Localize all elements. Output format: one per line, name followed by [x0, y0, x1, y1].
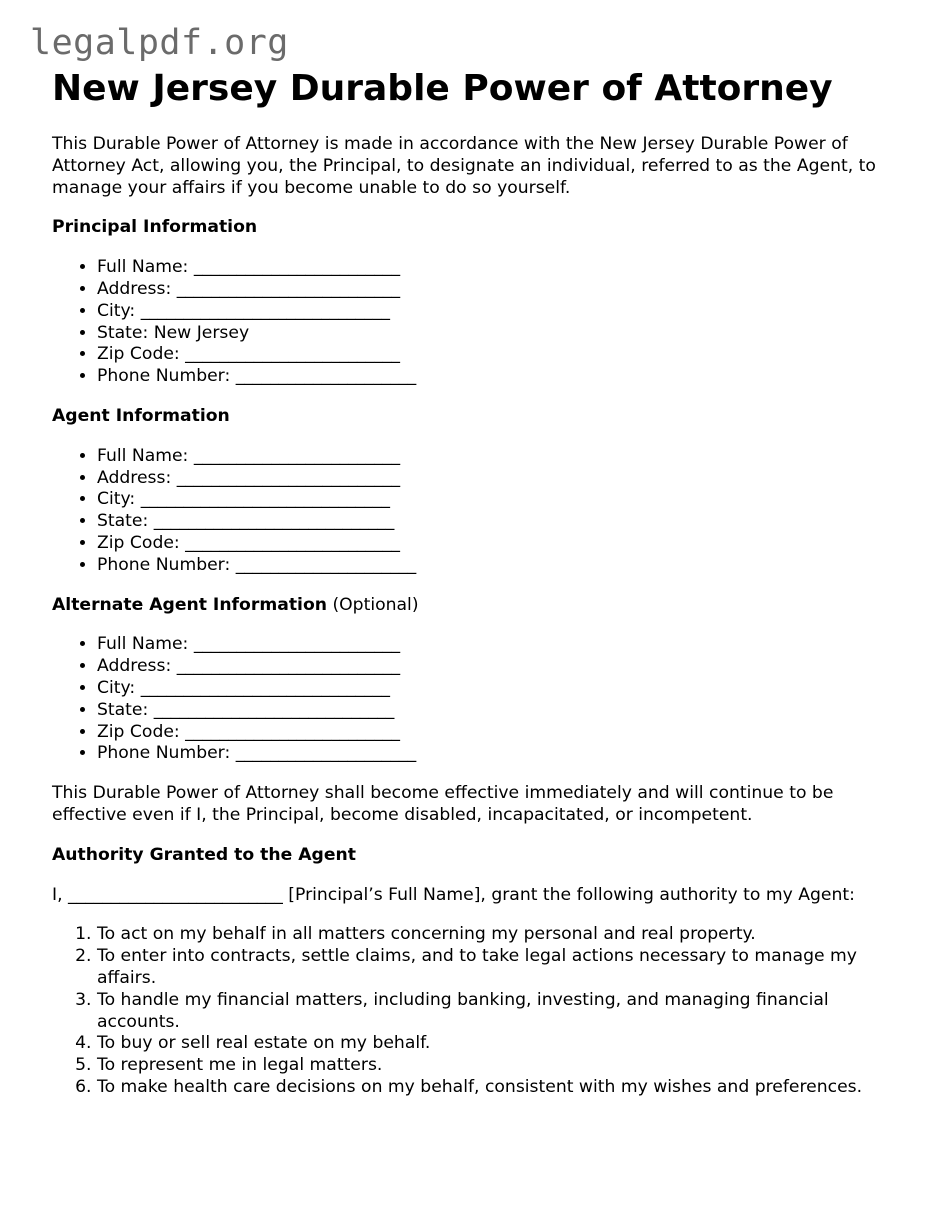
authority-item: 1. To act on my behalf in all matters concerning my personal and real property.	[97, 924, 897, 946]
authority-item: 4. To buy or sell real estate on my behalf.	[97, 1033, 897, 1055]
agent-zip-field: • Zip Code: _________________________	[97, 533, 897, 555]
authority-heading: Authority Granted to the Agent	[52, 844, 356, 865]
principal-address-field: • Address: __________________________	[97, 279, 897, 301]
page-title: New Jersey Durable Power of Attorney	[52, 68, 833, 109]
principal-city-field: • City: _____________________________	[97, 301, 897, 323]
effective-paragraph: This Durable Power of Attorney shall become effective immediately and will continue to be effective even if I, the Principal, become disabled, incapacitated, or incompetent.	[52, 783, 834, 825]
agent-full-name-field: • Full Name: ________________________	[97, 446, 897, 468]
agent-state-field: • State: ____________________________	[97, 511, 897, 533]
principal-state-field: • State: New Jersey	[97, 323, 897, 345]
principal-full-name-field: • Full Name: ________________________	[97, 257, 897, 279]
alternate-agent-fields-list	[52, 634, 897, 765]
authority-item: 3. To handle my financial matters, including banking, investing, and managing financial accounts.	[97, 990, 897, 1034]
grant-statement: I, _________________________ [Principal’s Full Name], grant the following authority to my Agent:	[52, 884, 855, 905]
authority-item: 2. To enter into contracts, settle claims, and to take legal actions necessary to manage my affairs.	[97, 946, 897, 990]
authority-list	[52, 924, 897, 1098]
authority-item: 6. To make health care decisions on my behalf, consistent with my wishes and preferences.	[97, 1077, 897, 1099]
agent-phone-field: • Phone Number: _____________________	[97, 555, 897, 577]
alternate-city-field: • City: _____________________________	[97, 678, 897, 700]
intro-paragraph: This Durable Power of Attorney is made in accordance with the New Jersey Durable Power of Attorney Act, allowing you, the Principal, to designate an individual, referred to as the Agent, to manage your affairs if you become unable to do so yourself.	[52, 134, 876, 198]
agent-fields-list	[52, 446, 897, 577]
alternate-agent-heading-text: Alternate Agent Information	[52, 594, 327, 615]
alternate-full-name-field: • Full Name: ________________________	[97, 634, 897, 656]
document-page	[52, 68, 897, 1099]
alternate-phone-field: • Phone Number: _____________________	[97, 743, 897, 765]
principal-phone-field: • Phone Number: _____________________	[97, 366, 897, 388]
alternate-state-field: • State: ____________________________	[97, 700, 897, 722]
principal-fields-list	[52, 257, 897, 388]
agent-address-field: • Address: __________________________	[97, 468, 897, 490]
principal-zip-field: • Zip Code: _________________________	[97, 344, 897, 366]
watermark-logo: legalpdf.org	[30, 23, 289, 63]
agent-heading: Agent Information	[52, 405, 230, 426]
authority-item: 5. To represent me in legal matters.	[97, 1055, 897, 1077]
optional-label: (Optional)	[326, 594, 419, 615]
agent-city-field: • City: _____________________________	[97, 489, 897, 511]
alternate-address-field: • Address: __________________________	[97, 656, 897, 678]
alternate-zip-field: • Zip Code: _________________________	[97, 722, 897, 744]
principal-heading: Principal Information	[52, 217, 258, 238]
alternate-agent-heading	[52, 595, 897, 617]
